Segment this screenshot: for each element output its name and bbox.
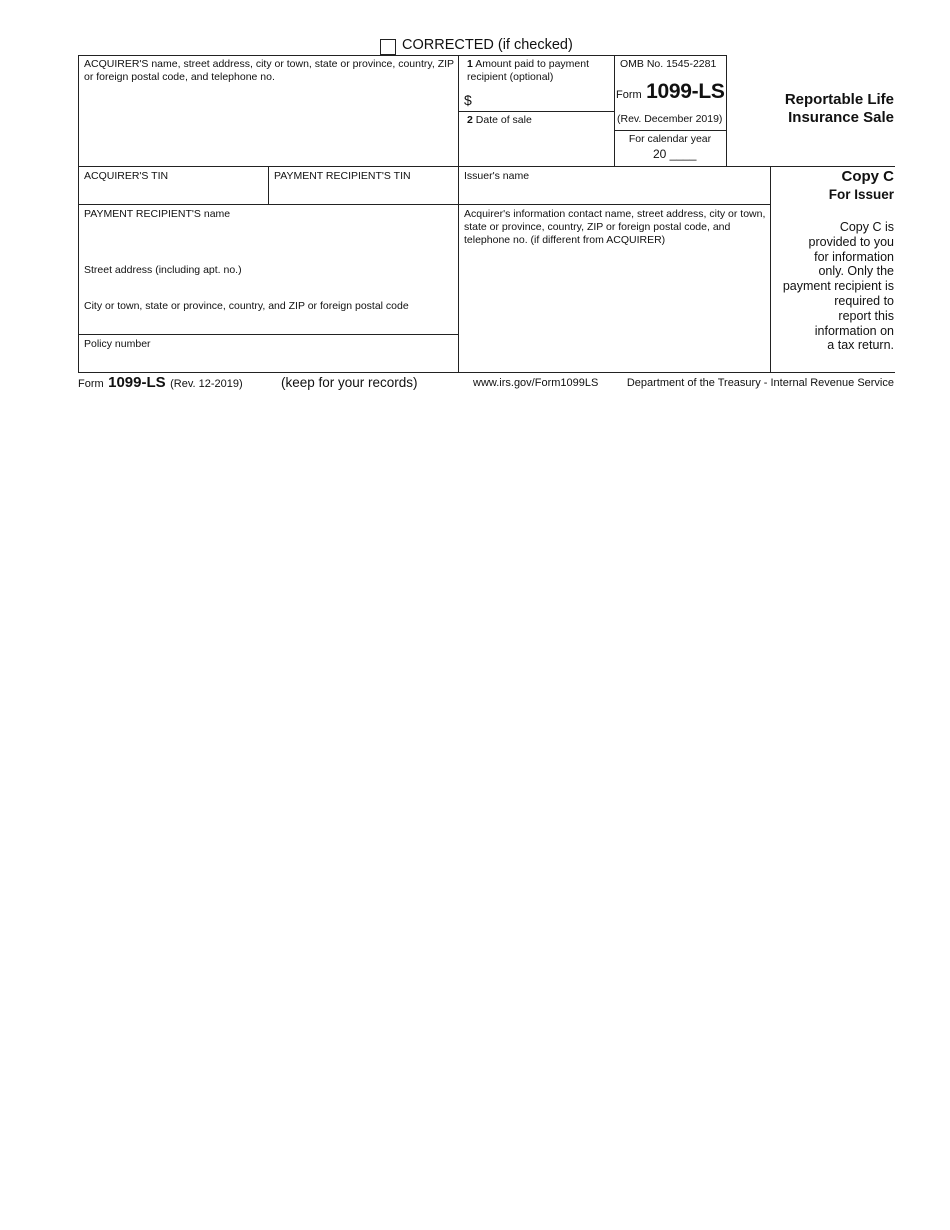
divider <box>78 55 79 373</box>
city-label: City or town, state or province, country, and ZIP or foreign postal code <box>84 300 409 312</box>
calendar-year-label: For calendar year <box>628 133 712 145</box>
footer-form-name: 1099-LS <box>108 374 166 391</box>
divider <box>78 334 458 335</box>
box1-dollar-sign: $ <box>464 92 472 108</box>
box2-number: 2 <box>467 114 473 126</box>
divider <box>78 204 770 205</box>
divider <box>78 55 727 56</box>
box1-number: 1 <box>467 58 473 70</box>
form-prefix: Form <box>616 89 642 101</box>
copy-title: Copy C <box>841 168 894 185</box>
corrected-label: CORRECTED (if checked) <box>402 37 573 53</box>
box1-label <box>467 58 609 84</box>
form-title <box>740 91 894 127</box>
copy-description-line: a tax return. <box>827 338 894 353</box>
divider <box>770 166 771 373</box>
divider <box>614 130 726 131</box>
divider <box>614 55 615 166</box>
omb-number: OMB No. 1545-2281 <box>620 58 717 70</box>
copy-description-line: report this <box>838 308 894 323</box>
footer-url[interactable]: www.irs.gov/Form1099LS <box>473 377 599 389</box>
footer-form-id <box>78 374 243 392</box>
copy-description-line: information on <box>814 323 894 338</box>
form-id <box>616 80 725 104</box>
street-address-label: Street address (including apt. no.) <box>84 264 242 276</box>
copy-description-line: required to <box>834 293 894 308</box>
acquirer-contact-label: Acquirer's information contact name, street address, city or town, state or province, country, ZIP or foreign postal code, and telephone no. (if different from ACQUIRER) <box>464 208 766 246</box>
form-name: 1099-LS <box>646 80 725 103</box>
footer-keep-note: (keep for your records) <box>281 375 418 390</box>
copy-description-line: Copy C is <box>839 220 894 234</box>
divider <box>78 372 895 373</box>
acquirer-name-label: ACQUIRER'S name, street address, city or town, state or province, country, ZIP or foreign postal code, and telephone no. <box>84 58 454 83</box>
issuer-name-label: Issuer's name <box>464 170 530 182</box>
copy-description-line: for information <box>814 249 894 264</box>
corrected-checkbox[interactable] <box>380 39 396 55</box>
form-revision: (Rev. December 2019) <box>617 113 723 125</box>
acquirer-tin-label: ACQUIRER'S TIN <box>84 170 169 182</box>
form-title-line1: Reportable Life <box>784 91 894 108</box>
box2-text: Date of sale <box>475 114 532 126</box>
divider <box>268 166 269 205</box>
copy-description <box>772 220 894 353</box>
divider <box>726 55 727 166</box>
copy-description-line: only. Only the <box>818 264 894 279</box>
policy-number-label: Policy number <box>84 338 151 350</box>
divider <box>458 55 459 373</box>
copy-description-line: provided to you <box>808 234 894 249</box>
form-title-line2: Insurance Sale <box>788 109 894 126</box>
divider <box>458 111 614 112</box>
recipient-name-label: PAYMENT RECIPIENT'S name <box>84 208 231 220</box>
calendar-year-value: 20 ____ <box>653 147 697 161</box>
recipient-tin-label: PAYMENT RECIPIENT'S TIN <box>274 170 411 182</box>
divider <box>78 166 895 167</box>
box1-text: Amount paid to payment recipient (optional) <box>467 58 590 83</box>
footer-form-prefix: Form <box>78 378 104 390</box>
footer-department: Department of the Treasury - Internal Revenue Service <box>626 377 894 389</box>
copy-description-line: payment recipient is <box>782 279 894 294</box>
footer-revision: (Rev. 12-2019) <box>170 378 243 390</box>
box2-label <box>467 114 532 127</box>
copy-subtitle: For Issuer <box>828 187 894 202</box>
